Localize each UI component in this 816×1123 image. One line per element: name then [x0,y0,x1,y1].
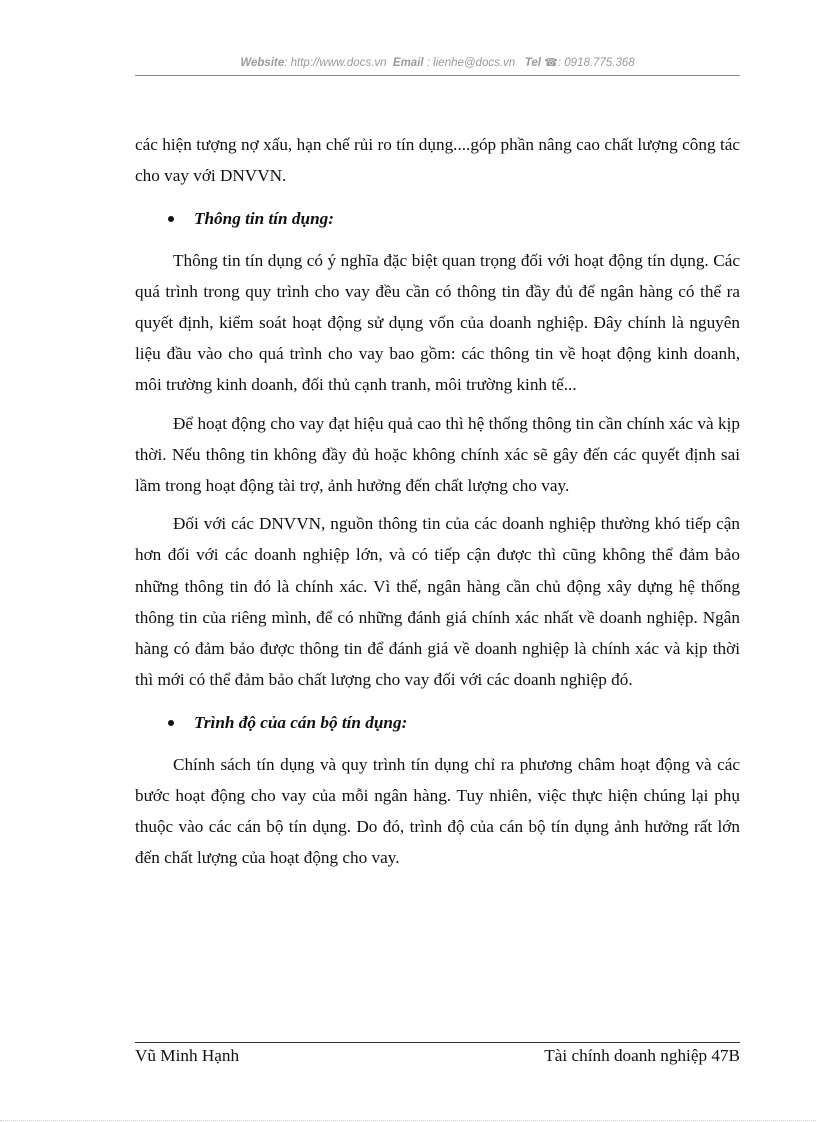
section-heading-credit-info [135,203,740,234]
paragraph: Đối với các DNVVN, nguồn thông tin của các doanh nghiệp thường khó tiếp cận hơn đối với các doanh nghiệp lớn, và có tiếp cận được thì cũng không thể đảm bảo những thông tin đó là chính xác. Vì thế, ngân hàng cần chủ động xây dựng hệ thống thông tin của riêng mình, để có những đánh giá chính xác nhất về doanh nghiệp. Ngân hàng có đảm bảo được thông tin để đánh giá về doanh nghiệp là chính xác và kịp thời thì mới có thể đảm bảo chất lượng cho vay đối với các doanh nghiệp đó. [135,514,740,690]
website-url[interactable]: : http://www.docs.vn [284,57,387,69]
footer-divider [135,1042,740,1043]
document-body [135,129,740,873]
paragraph: Thông tin tín dụng có ý nghĩa đặc biệt quan trọng đối với hoạt động tín dụng. Các quá trình trong quy trình cho vay đều cần có thông tin đầy đủ để ngân hàng có thể ra quyết định, kiểm soát hoạt động sử dụng vốn của doanh nghiệp. Đây chính là nguyên liệu đầu vào cho quá trình cho vay bao gồm: các thông tin về hoạt động kinh doanh, môi trường kinh doanh, đối thủ cạnh tranh, môi trường kinh tế... [135,250,740,395]
page-bottom-border [0,1120,816,1121]
section-heading-text: Trình độ của cán bộ tín dụng: [194,713,408,733]
section-heading-text: Thông tin tín dụng: [194,209,334,229]
email-address[interactable]: : lienhe@docs.vn [426,57,516,69]
website-label: Website [240,57,285,69]
tel-label: Tel [524,57,541,69]
bullet-icon [168,216,174,222]
paragraph: Để hoạt động cho vay đạt hiệu quả cao thì hệ thống thông tin cần chính xác và kịp thời. Nếu thông tin không đầy đủ hoặc không chính xác sẽ gây đến các quyết định sai lầm trong hoạt động tài trợ, ảnh hưởng đến chất lượng cho vay. [135,413,740,496]
email-label: Email [392,57,424,69]
intro-paragraph: các hiện tượng nợ xấu, hạn chế rủi ro tín dụng....góp phần nâng cao chất lượng công tác cho vay với DNVVN. [135,135,740,186]
site-header [135,56,740,69]
header-divider [135,75,740,76]
footer-class: Tài chính doanh nghiệp 47B [544,1046,740,1065]
footer-author: Vũ Minh Hạnh [135,1046,240,1065]
phone-icon: ☎ [544,57,558,69]
bullet-icon [168,720,174,726]
section-heading-officer-skill [135,707,740,738]
tel-number: : 0918.775.368 [557,57,635,69]
paragraph: Chính sách tín dụng và quy trình tín dụng chỉ ra phương châm hoạt động và các bước hoạt động cho vay của mỗi ngân hàng. Tuy nhiên, việc thực hiện chúng lại phụ thuộc vào các cán bộ tín dụng. Do đó, trình độ của cán bộ tín dụng ảnh hưởng rất lớn đến chất lượng của hoạt động cho vay. [135,754,740,868]
